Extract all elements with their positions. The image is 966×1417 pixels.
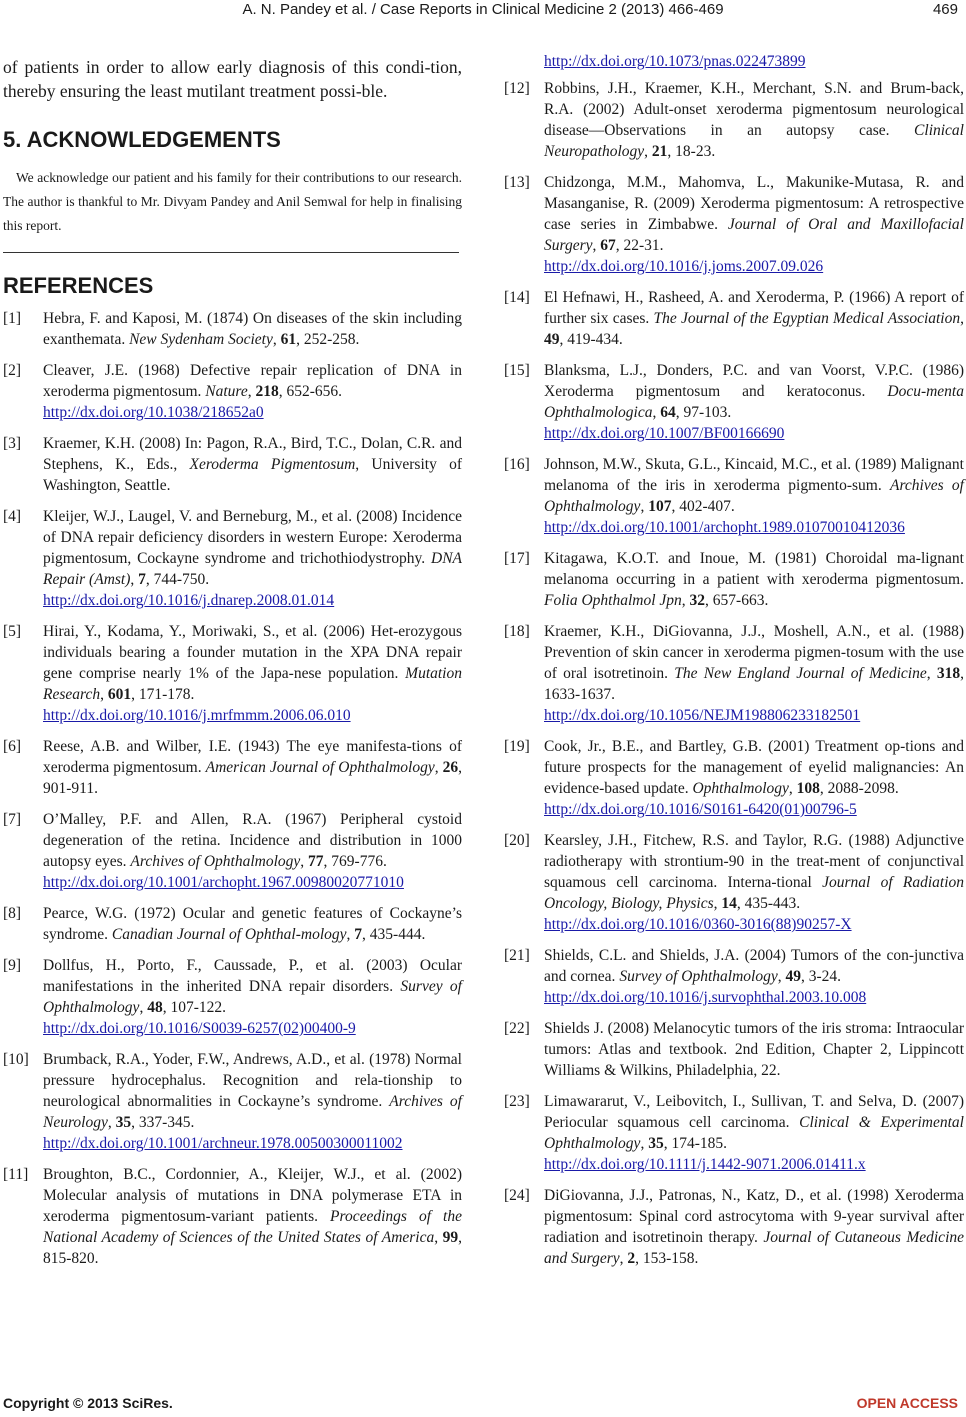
reference-volume: 26 xyxy=(442,759,459,776)
reference-doi-link[interactable]: http://dx.doi.org/10.1016/0360-3016(88)90257-X xyxy=(544,916,852,933)
reference-pages: , 3-24. xyxy=(800,968,842,985)
acknowledgements-heading: 5. ACKNOWLEDGEMENTS xyxy=(3,127,281,152)
reference-body: Brumback, R.A., Yoder, F.W., Andrews, A.D., et al. (1978) Normal pressure hydrocephalus. Recognition and rela-tionship to neurological abnormalities in Cockayne’s syndrome. Archives of Neurology, 35, 337-345. http://dx.doi.org/10.1001/archneur.1978.00500300011002 xyxy=(43,1051,462,1152)
reference-number: [12] xyxy=(504,80,530,97)
reference-body: El Hefnawi, H., Rasheed, A. and Xeroderma, P. (1966) A report of further six cases. The Journal of the Egyptian Medical Association, 49, 419-434. xyxy=(544,289,964,348)
reference-volume: 2 xyxy=(627,1250,636,1267)
reference-body: Kearsley, J.H., Fitchew, R.S. and Taylor, R.G. (1988) Adjunctive radiotherapy with strontium-90 in the treat-ment of conjunctival squamous cell carcinoma. Interna-tional Journal of Radiation Oncology, Biology, Physics, 14, 435-443. http://dx.doi.org/10.1016/0360-3016(88)90257-X xyxy=(544,832,965,933)
reference-doi-link[interactable]: http://dx.doi.org/10.1016/j.mrfmmm.2006.06.010 xyxy=(43,707,351,724)
reference-body xyxy=(544,1018,964,1081)
reference-pages: , 171-178. xyxy=(131,686,195,703)
running-head xyxy=(0,0,966,30)
reference-body: Reese, A.B. and Wilber, I.E. (1943) The eye manifesta-tions of xeroderma pigmentosum. American Journal of Ophthalmology, 26, 901-911. xyxy=(43,738,462,797)
reference-volume: 108 xyxy=(796,780,820,797)
reference-doi-link[interactable]: http://dx.doi.org/10.1001/archneur.1978.00500300011002 xyxy=(43,1135,403,1152)
reference-body: Kraemer, K.H., DiGiovanna, J.J., Moshell, A.N., et al. (1988) Prevention of skin cancer in xeroderma pigmen-tosum with the use of oral isotretinoin. The New England Journal of Medicine, 318, 1633-1637. http://dx.doi.org/10.1056/NEJM198806233182501 xyxy=(544,623,964,724)
reference-pages: , 18-23. xyxy=(667,143,716,160)
reference-doi-link[interactable]: http://dx.doi.org/10.1111/j.1442-9071.2006.01411.x xyxy=(544,1156,866,1173)
reference-volume: 601 xyxy=(107,686,132,703)
right-column xyxy=(504,51,964,1279)
reference-text: Hebra, F. and Kaposi, M. (1874) On diseases of the skin including exanthemata. xyxy=(43,310,462,348)
reference-text: DiGiovanna, J.J., Patronas, N., Katz, D., et al. (1998) Xeroderma pigmentosum: Spinal cord astrocytoma with 9-year survival after radiation and isotretinoin therapy. xyxy=(544,1187,964,1246)
reference-volume: 21 xyxy=(651,143,668,160)
reference-volume: 77 xyxy=(308,853,324,870)
reference-pages: , 174-185. xyxy=(663,1135,727,1152)
reference-text: Blanksma, L.J., Donders, P.C. and van Voorst, V.P.C. (1986) Xeroderma pigmentosum and keratoconus. xyxy=(544,362,964,400)
reference-item xyxy=(504,1018,964,1081)
reference-pages: , 252-258. xyxy=(296,331,360,348)
reference-volume: 35 xyxy=(115,1114,132,1131)
reference-number: [14] xyxy=(504,289,530,306)
reference-journal: Clinical Neuropathology xyxy=(544,122,964,160)
left-column xyxy=(3,55,462,1279)
reference-doi-link[interactable]: http://dx.doi.org/10.1007/BF00166690 xyxy=(544,425,785,442)
reference-body: Blanksma, L.J., Donders, P.C. and van Voorst, V.P.C. (1986) Xeroderma pigmentosum and keratoconus. Docu-menta Ophthalmologica, 64, 97-103. http://dx.doi.org/10.1007/BF00166690 xyxy=(544,362,964,442)
reference-text: Limawararut, V., Leibovitch, I., Sullivan, T. and Selva, D. (2007) Periocular squamous cell carcinoma. xyxy=(544,1093,964,1131)
reference-body: Hirai, Y., Kodama, Y., Moriwaki, S., et al. (2006) Het-erozygous individuals bearing a founder mutation in the XPA DNA repair gene comprise nearly 1% of the Japa-nese population. Mutation Research, 601, 171-178. http://dx.doi.org/10.1016/j.mrfmmm.2006.06.010 xyxy=(43,623,462,724)
reference-journal: Survey of Ophthalmology xyxy=(619,968,778,985)
reference-number: [16] xyxy=(504,456,530,473)
reference-pages: , 435-443. xyxy=(736,895,801,912)
reference-text: Kitagawa, K.O.T. and Inoue, M. (1981) Choroidal ma-lignant melanoma occurring in a patient with xeroderma pigmentosum. xyxy=(544,550,964,588)
reference-number: [24] xyxy=(504,1187,530,1204)
reference-journal: Ophthalmology xyxy=(692,780,789,797)
reference-journal: Archives of Neurology xyxy=(43,1093,462,1131)
reference-volume: 99 xyxy=(442,1229,459,1246)
reference-body: Chidzonga, M.M., Mahomva, L., Makunike-Mutasa, R. and Masanganise, R. (2009) Xeroderma pigmentosum: A retrospective case series in Zimbabwe. Journal of Oral and Maxillofacial Surgery, 67, 22-31. http://dx.doi.org/10.1016/j.joms.2007.09.026 xyxy=(544,174,964,275)
reference-journal: Nature xyxy=(205,383,248,400)
reference-text: Reese, A.B. and Wilber, I.E. (1943) The eye manifesta-tions of xeroderma pigmentosum. xyxy=(43,738,462,776)
reference-text: Shields J. (2008) Melanocytic tumors of the iris stroma: Intraocular tumors: Atlas and textbook. 2nd Edition, Chapter 2, Lippincott Williams & Wilkins, Philadelphia, 22. xyxy=(544,1020,964,1079)
reference-volume: 61 xyxy=(280,331,297,348)
reference-number: [19] xyxy=(504,738,530,755)
reference-text: Pearce, W.G. (1972) Ocular and genetic features of Cockayne’s syndrome. xyxy=(43,905,462,943)
reference-doi-link[interactable]: http://dx.doi.org/10.1016/S0161-6420(01)00796-5 xyxy=(544,801,857,818)
copyright-notice: Copyright © 2013 SciRes. xyxy=(3,1395,173,1411)
reference-number: [15] xyxy=(504,362,530,379)
reference-journal: Folia Ophthalmol Jpn xyxy=(544,592,682,609)
reference-volume: 48 xyxy=(147,999,163,1016)
reference-text: Johnson, M.W., Skuta, G.L., Kincaid, M.C., et al. (1989) Malignant melanoma of the iris in xeroderma pigmento-sum. xyxy=(544,456,964,494)
reference-body: Robbins, J.H., Kraemer, K.H., Merchant, S.N. and Brum-back, R.A. (2002) Adult-onset xeroderma pigmentosum neurological disease—Observations in an autopsy case. Clinical Neuropathology, 21, 18-23. xyxy=(544,80,964,160)
reference-text: Shields, C.L. and Shields, J.A. (2004) Tumors of the con-junctiva and cornea. xyxy=(544,947,964,985)
reference-item xyxy=(3,621,462,726)
reference-item xyxy=(504,945,964,1008)
reference-body: Dollfus, H., Porto, F., Caussade, P., et al. (2003) Ocular manifestations in the inherited DNA repair disorders. Survey of Ophthalmology, 48, 107-122. http://dx.doi.org/10.1016/S0039-6257(02)00400-9 xyxy=(43,957,462,1037)
reference-item xyxy=(504,51,964,72)
reference-doi-link[interactable]: http://dx.doi.org/10.1056/NEJM198806233182501 xyxy=(544,707,861,724)
reference-body xyxy=(544,51,964,72)
reference-number: [20] xyxy=(504,832,530,849)
reference-body: Kitagawa, K.O.T. and Inoue, M. (1981) Choroidal ma-lignant melanoma occurring in a patient with xeroderma pigmentosum. Folia Ophthalmol Jpn, 32, 657-663. xyxy=(544,550,964,609)
reference-journal: Survey of Ophthalmology xyxy=(43,978,462,1016)
reference-list-left xyxy=(3,308,462,1269)
reference-item xyxy=(3,506,462,611)
reference-journal: New Sydenham Society xyxy=(129,331,273,348)
reference-number: [18] xyxy=(504,623,530,640)
reference-journal: The New England Journal of Medicine xyxy=(674,665,927,682)
open-access-label: OPEN ACCESS xyxy=(856,1395,958,1411)
reference-volume: 35 xyxy=(648,1135,664,1152)
reference-item xyxy=(3,809,462,893)
reference-pages: , 815-820. xyxy=(43,1229,463,1267)
reference-number: [2] xyxy=(3,362,22,379)
reference-pages: , 652-656. xyxy=(278,383,343,400)
reference-text: Kleijer, W.J., Laugel, V. and Berneburg, M., et al. (2008) Incidence of DNA repair deficiency disorders in western Europe: Xeroderma pigmentosum, Cockayne syndrome and trichothiodystrophy. xyxy=(43,508,462,567)
reference-journal: Archives of Ophthalmology xyxy=(544,477,964,515)
reference-item xyxy=(504,454,964,538)
lead-paragraph: of patients in order to allow early diagnosis of this condi-tion, thereby ensuring the least mutilant treatment possi-ble. xyxy=(3,57,462,101)
reference-volume: 32 xyxy=(689,592,706,609)
reference-volume: 14 xyxy=(721,895,737,912)
reference-volume: 7 xyxy=(354,926,363,943)
reference-item xyxy=(3,903,462,945)
reference-item xyxy=(504,172,964,277)
reference-pages: , 435-444. xyxy=(362,926,426,943)
page-number: 469 xyxy=(932,1,958,18)
reference-list-right xyxy=(504,51,964,1269)
reference-number: [8] xyxy=(3,905,22,922)
reference-item xyxy=(504,360,964,444)
reference-number: [9] xyxy=(3,957,22,974)
reference-number: [23] xyxy=(504,1093,530,1110)
reference-body: Shields, C.L. and Shields, J.A. (2004) Tumors of the con-junctiva and cornea. Survey of Ophthalmology, 49, 3-24. http://dx.doi.org/10.1016/j.survophthal.2003.10.008 xyxy=(544,947,964,1006)
reference-volume: 107 xyxy=(648,498,672,515)
reference-number: [11] xyxy=(3,1166,29,1183)
reference-text: El Hefnawi, H., Rasheed, A. and Xeroderma, P. (1966) A report of further six cases. xyxy=(544,289,964,327)
reference-volume: 64 xyxy=(660,404,676,421)
reference-volume: 218 xyxy=(255,383,279,400)
reference-doi-link[interactable]: http://dx.doi.org/10.1001/archopht.1989.01070010412036 xyxy=(544,519,905,536)
reference-number: [4] xyxy=(3,508,22,525)
reference-item xyxy=(504,736,964,820)
reference-journal: Mutation Research xyxy=(43,665,462,703)
reference-pages: , 2088-2098. xyxy=(819,780,899,797)
reference-text: Cleaver, J.E. (1968) Defective repair replication of DNA in xeroderma pigmentosum. xyxy=(43,362,462,400)
reference-pages: , University of Washington, Seattle. xyxy=(43,456,462,494)
reference-text: Brumback, R.A., Yoder, F.W., Andrews, A.D., et al. (1978) Normal pressure hydrocephalus. Recognition and rela-tionship to neurological abnormalities in Cockayne’s syndrome. xyxy=(43,1051,462,1110)
reference-body: Kleijer, W.J., Laugel, V. and Berneburg, M., et al. (2008) Incidence of DNA repair deficiency disorders in western Europe: Xeroderma pigmentosum, Cockayne syndrome and trichothiodystrophy. DNA Repair (Amst), 7, 744-750. http://dx.doi.org/10.1016/j.dnarep.2008.01.014 xyxy=(43,508,462,609)
reference-doi-link[interactable]: http://dx.doi.org/10.1016/j.survophthal.2003.10.008 xyxy=(544,989,867,1006)
reference-item xyxy=(504,548,964,611)
reference-journal: Journal of Radiation Oncology, Biology, Physics xyxy=(544,874,965,912)
reference-doi-link[interactable]: http://dx.doi.org/10.1016/j.joms.2007.09.026 xyxy=(544,258,824,275)
reference-pages: , 97-103. xyxy=(675,404,732,421)
reference-text: O’Malley, P.F. and Allen, R.A. (1967) Peripheral cystoid degeneration of the retina. Incidence and distribution in 1000 autopsy eyes. xyxy=(43,811,462,870)
reference-item xyxy=(504,78,964,162)
reference-volume: 7 xyxy=(138,571,146,588)
reference-text: Hirai, Y., Kodama, Y., Moriwaki, S., et al. (2006) Het-erozygous individuals bearing a founder mutation in the XPA DNA repair gene comprise nearly 1% of the Japa-nese population. xyxy=(43,623,462,682)
running-title: A. N. Pandey et al. / Case Reports in Clinical Medicine 2 (2013) 466-469 xyxy=(242,1,724,18)
reference-body: Pearce, W.G. (1972) Ocular and genetic features of Cockayne’s syndrome. Canadian Journal of Ophthal-mology, 7, 435-444. xyxy=(43,905,462,943)
reference-journal: DNA Repair (Amst) xyxy=(43,550,462,588)
reference-text: Broughton, B.C., Cordonnier, A., Kleijer, W.J., et al. (2002) Molecular analysis of mutations in DNA polymerase ETA in xeroderma pigmentosum-variant patients. xyxy=(43,1166,462,1225)
reference-volume: 49 xyxy=(785,968,801,985)
reference-number: [6] xyxy=(3,738,22,755)
reference-journal: Proceedings of the National Academy of Sciences of the United States of America xyxy=(43,1208,462,1246)
reference-pages: , 1633-1637. xyxy=(544,665,964,703)
reference-item xyxy=(3,308,462,350)
reference-item xyxy=(3,433,462,496)
reference-journal: American Journal of Ophthalmology xyxy=(205,759,435,776)
reference-text: Kraemer, K.H., DiGiovanna, J.J., Moshell, A.N., et al. (1988) Prevention of skin cancer in xeroderma pigmen-tosum with the use of oral isotretinoin. xyxy=(544,623,964,682)
reference-pages: , 657-663. xyxy=(705,592,769,609)
reference-text: Chidzonga, M.M., Mahomva, L., Makunike-Mutasa, R. and Masanganise, R. (2009) Xeroderma pigmentosum: A retrospective case series in Zimbabwe. xyxy=(544,174,964,233)
reference-body xyxy=(43,433,462,496)
reference-text: Robbins, J.H., Kraemer, K.H., Merchant, S.N. and Brum-back, R.A. (2002) Adult-onset xeroderma pigmentosum neurological disease—Observations in an autopsy case. xyxy=(544,80,964,139)
reference-journal: Clinical & Experimental Ophthalmology xyxy=(544,1114,964,1152)
acknowledgements-text: We acknowledge our patient and his family for their contributions to our research. The author is thankful to Mr. Divyam Pandey and Anil Semwal for help in finalising this report. xyxy=(3,170,462,233)
reference-item xyxy=(504,1091,964,1175)
reference-journal: Xeroderma Pigmentosum xyxy=(189,456,356,473)
reference-text: Kraemer, K.H. (2008) In: Pagon, R.A., Bird, T.C., Dolan, C.R. and Stephens, K., Eds., xyxy=(43,435,462,473)
reference-item xyxy=(504,287,964,350)
reference-number: [21] xyxy=(504,947,530,964)
reference-number: [5] xyxy=(3,623,22,640)
reference-doi-link[interactable]: http://dx.doi.org/10.1073/pnas.022473899 xyxy=(544,53,806,70)
reference-doi-link[interactable]: http://dx.doi.org/10.1038/218652a0 xyxy=(43,404,264,421)
reference-pages: , 22-31. xyxy=(615,237,664,254)
reference-item xyxy=(3,955,462,1039)
reference-number: [10] xyxy=(3,1051,29,1068)
reference-body: Broughton, B.C., Cordonnier, A., Kleijer, W.J., et al. (2002) Molecular analysis of mutations in DNA polymerase ETA in xeroderma pigmentosum-variant patients. Proceedings of the National Academy of Sciences of the United States of America, 99, 815-820. xyxy=(43,1166,463,1267)
reference-number: [1] xyxy=(3,310,22,327)
page-footer xyxy=(0,1395,966,1417)
reference-journal: Canadian Journal of Ophthal-mology xyxy=(111,926,347,943)
reference-body: Hebra, F. and Kaposi, M. (1874) On diseases of the skin including exanthemata. New Sydenham Society, 61, 252-258. xyxy=(43,310,462,348)
reference-pages: , 107-122. xyxy=(162,999,226,1016)
reference-journal: Archives of Ophthalmology xyxy=(130,853,301,870)
reference-body: DiGiovanna, J.J., Patronas, N., Katz, D., et al. (1998) Xeroderma pigmentosum: Spinal cord astrocytoma with 9-year survival after radiation and isotretinoin therapy. Journal of Cutaneous Medicine and Surgery, 2, 153-158. xyxy=(544,1187,964,1267)
reference-pages: , 337-345. xyxy=(131,1114,195,1131)
reference-number: [7] xyxy=(3,811,22,828)
reference-volume: 49 xyxy=(544,331,560,348)
reference-pages: , 402-407. xyxy=(671,498,735,515)
reference-doi-link[interactable]: http://dx.doi.org/10.1016/j.dnarep.2008.01.014 xyxy=(43,592,335,609)
reference-doi-link[interactable]: http://dx.doi.org/10.1016/S0039-6257(02)00400-9 xyxy=(43,1020,356,1037)
reference-body: Limawararut, V., Leibovitch, I., Sullivan, T. and Selva, D. (2007) Periocular squamous cell carcinoma. Clinical & Experimental Ophthalmology, 35, 174-185. http://dx.doi.org/10.1111/j.1442-9071.2006.01411.x xyxy=(544,1093,964,1173)
reference-number xyxy=(504,51,544,72)
reference-text: Kearsley, J.H., Fitchew, R.S. and Taylor, R.G. (1988) Adjunctive radiotherapy with strontium-90 in the treat-ment of conjunctival squamous cell carcinoma. Interna-tional xyxy=(544,832,964,891)
reference-pages: , 744-750. xyxy=(145,571,210,588)
reference-item xyxy=(504,621,964,726)
reference-pages: , 769-776. xyxy=(323,853,387,870)
reference-volume: 318 xyxy=(936,665,961,682)
reference-body: O’Malley, P.F. and Allen, R.A. (1967) Peripheral cystoid degeneration of the retina. Incidence and distribution in 1000 autopsy eyes. Archives of Ophthalmology, 77, 769-776. http://dx.doi.org/10.1001/archopht.1967.00980020771010 xyxy=(43,811,462,891)
reference-item xyxy=(504,830,964,935)
reference-item xyxy=(3,1164,462,1269)
reference-pages: , 901-911. xyxy=(43,759,462,797)
reference-number: [17] xyxy=(504,550,530,567)
reference-journal: Journal of Oral and Maxillofacial Surgery xyxy=(544,216,964,254)
reference-body: Cleaver, J.E. (1968) Defective repair replication of DNA in xeroderma pigmentosum. Nature, 218, 652-656. http://dx.doi.org/10.1038/218652a0 xyxy=(43,362,462,421)
reference-body: Johnson, M.W., Skuta, G.L., Kincaid, M.C., et al. (1989) Malignant melanoma of the iris in xeroderma pigmento-sum. Archives of Ophthalmology, 107, 402-407. http://dx.doi.org/10.1001/archopht.1989.01070010412036 xyxy=(544,456,964,536)
reference-pages: , 153-158. xyxy=(635,1250,699,1267)
reference-number: [3] xyxy=(3,435,22,452)
reference-item xyxy=(3,360,462,423)
section-divider xyxy=(3,252,459,253)
reference-journal: Journal of Cutaneous Medicine and Surgery xyxy=(544,1229,964,1267)
reference-journal: The Journal of the Egyptian Medical Association xyxy=(653,310,961,327)
reference-number: [13] xyxy=(504,174,530,191)
reference-number: [22] xyxy=(504,1020,530,1037)
reference-item xyxy=(504,1185,964,1269)
references-heading: REFERENCES xyxy=(3,273,154,298)
reference-doi-link[interactable]: http://dx.doi.org/10.1001/archopht.1967.00980020771010 xyxy=(43,874,404,891)
reference-volume: 67 xyxy=(600,237,616,254)
reference-journal: Docu-menta Ophthalmologica xyxy=(544,383,964,421)
reference-item xyxy=(3,736,462,799)
reference-item xyxy=(3,1049,462,1154)
reference-text: Cook, Jr., B.E., and Bartley, G.B. (2001) Treatment op-tions and future prospects for the management of eyelid malignancies: An evidence-based update. xyxy=(544,738,964,797)
reference-pages: , 419-434. xyxy=(559,331,623,348)
reference-body: Cook, Jr., B.E., and Bartley, G.B. (2001) Treatment op-tions and future prospects for the management of eyelid malignancies: An evidence-based update. Ophthalmology, 108, 2088-2098. http://dx.doi.org/10.1016/S0161-6420(01)00796-5 xyxy=(544,738,964,818)
reference-text: Dollfus, H., Porto, F., Caussade, P., et al. (2003) Ocular manifestations in the inherited DNA repair disorders. xyxy=(43,957,462,995)
